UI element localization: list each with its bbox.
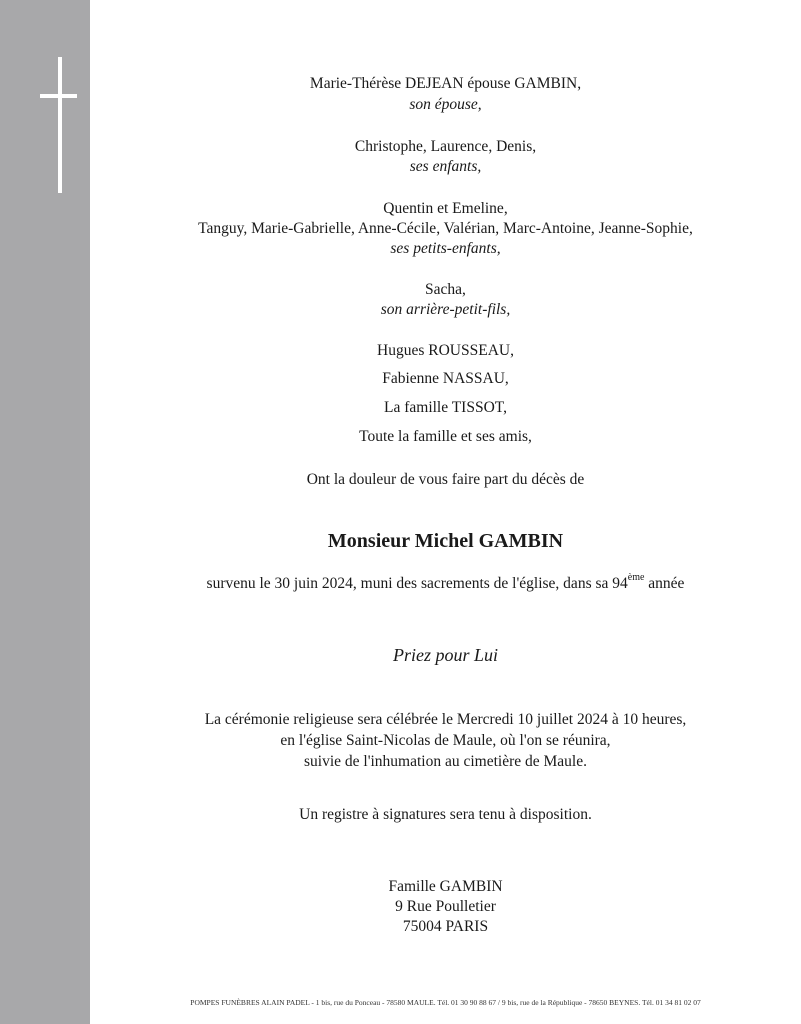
spouse-role: son épouse, (409, 96, 482, 113)
prayer-text: Priez pour Lui (392, 645, 498, 665)
grandchildren-line-1: Quentin et Emeline, (383, 200, 508, 217)
contact-name: Famille GAMBIN (388, 878, 503, 895)
side-band (0, 0, 90, 1024)
funeral-home-footer: POMPES FUNÈBRES ALAIN PADEL - 1 bis, rue du Ponceau - 78580 MAULE. Tél. 01 30 90 88 67 / 9 bis, rue de la République - 78650 BEYNES. Tél. 01 34 81 02 07 (190, 998, 701, 1007)
deceased-name: Monsieur Michel GAMBIN (327, 530, 564, 552)
latin-cross-icon (40, 57, 80, 193)
registry-notice: Un registre à signatures sera tenu à disposition. (299, 806, 592, 823)
death-details-suffix: année (644, 575, 685, 592)
obituary-notice (90, 0, 801, 1024)
grandchildren-line-2: Tanguy, Marie-Gabrielle, Anne-Cécile, Valérian, Marc-Antoine, Jeanne-Sophie, (198, 220, 693, 237)
children-names: Christophe, Laurence, Denis, (354, 138, 537, 155)
announcement-text: Ont la douleur de vous faire part du décès de (306, 471, 585, 488)
death-details (90, 571, 801, 594)
great-grandchild-role: son arrière-petit-fils, (380, 301, 511, 318)
ceremony-line-2: en l'église Saint-Nicolas de Maule, où l'on se réunira, (280, 732, 611, 749)
children-role: ses enfants, (409, 158, 482, 175)
ceremony-line-1: La cérémonie religieuse sera célébrée le Mercredi 10 juillet 2024 à 10 heures, (204, 711, 687, 728)
contact-street: 9 Rue Poulletier (395, 898, 496, 915)
great-grandchild-name: Sacha, (425, 281, 466, 298)
other-family-member: La famille TISSOT, (384, 399, 507, 416)
ceremony-line-3: suivie de l'inhumation au cimetière de Maule. (304, 753, 587, 770)
other-family-member: Hugues ROUSSEAU, (377, 342, 514, 359)
contact-city: 75004 PARIS (402, 918, 489, 935)
death-details-superscript: ème (627, 571, 645, 583)
death-details-prefix: survenu le 30 juin 2024, muni des sacrements de l'église, dans sa 94 (206, 575, 628, 592)
grandchildren-role: ses petits-enfants, (390, 240, 501, 257)
spouse-name: Marie-Thérèse DEJEAN épouse GAMBIN, (309, 75, 582, 92)
other-family-member: Fabienne NASSAU, (382, 370, 509, 387)
other-family-member: Toute la famille et ses amis, (359, 428, 532, 445)
